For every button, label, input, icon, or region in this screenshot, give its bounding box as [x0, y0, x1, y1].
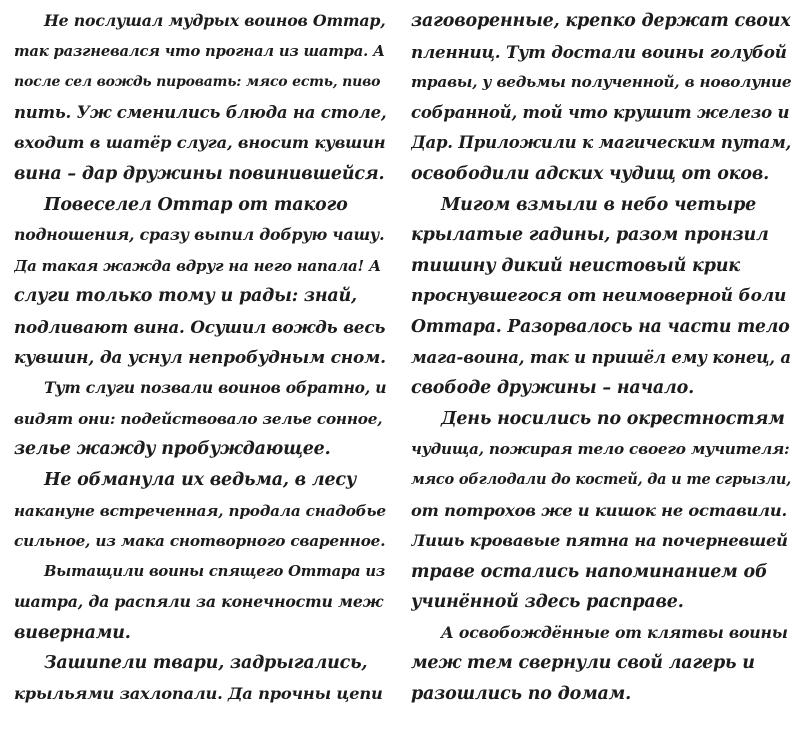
text-line: меж тем свернули свой лагерь и: [411, 653, 755, 674]
text-line: подношения, сразу выпил добрую чашу.: [14, 225, 385, 245]
text-line: шатра, да распяли за конечности меж: [14, 592, 384, 612]
text-column-right: [411, 6, 791, 710]
text-line: крылатые гадины, разом пронзил: [411, 225, 769, 246]
text-line: траве остались напоминанием об: [411, 561, 768, 582]
text-line: пленниц. Тут достали воины голубой: [411, 41, 787, 62]
text-line: разошлись по домам.: [411, 684, 631, 705]
text-line: кувшин, да уснул непробудным сном.: [14, 347, 386, 368]
text-line: Лишь кровавые пятна на почерневшей: [411, 531, 788, 551]
text-line: слуги только тому и рады: знай,: [14, 286, 357, 307]
text-line: от потрохов же и кишок не оставили.: [411, 500, 787, 520]
text-line: Вытащили воины спящего Оттара из: [44, 562, 386, 580]
text-line: Не обманула их ведьма, в лесу: [44, 469, 357, 490]
text-line: травы, у ведьмы полученной, в новолуние: [411, 73, 791, 92]
text-line: мясо обглодали до костей, да и те сгрызли,: [411, 470, 791, 488]
text-line: сильное, из мака снотворного сваренное.: [14, 532, 386, 551]
text-line: свободе дружины – начало.: [411, 378, 694, 399]
text-line: собранной, той что крушит железо и: [411, 102, 790, 122]
text-line: подливают вина. Осушил вождь весь: [14, 316, 386, 337]
text-line: видят они: подействовало зелье сонное,: [14, 409, 383, 428]
text-line: после сел вождь пировать: мясо есть, пиво: [14, 74, 381, 91]
text-line: Не послушал мудрых воинов Оттар,: [44, 11, 386, 30]
text-line: вина – дар дружины повинившейся.: [14, 163, 385, 184]
text-line: пить. Уж сменились блюда на столе,: [14, 102, 386, 122]
text-line: Повеселел Оттар от такого: [44, 194, 348, 215]
text-line: А освобождённые от клятвы воины: [441, 622, 788, 642]
text-line: зелье жажду пробуждающее.: [14, 439, 331, 460]
text-line: День носились по окрестностям: [441, 408, 785, 429]
text-line: учинённой здесь расправе.: [411, 592, 684, 613]
text-line: заговоренные, крепко держат своих: [411, 11, 791, 31]
text-line: Мигом взмыли в небо четыре: [441, 194, 757, 215]
text-line: мага-воина, так и пришёл ему конец, а: [411, 347, 791, 367]
text-line: Тут слуги позвали воинов обратно, и: [44, 378, 386, 398]
text-line: проснувшегося от неимоверной боли: [411, 286, 787, 307]
text-line: Оттара. Разорвалось на части тело: [411, 316, 790, 337]
text-line: Да такая жажда вдруг на него напала! А: [14, 256, 381, 275]
text-line: тишину дикий неистовый крик: [411, 255, 740, 276]
text-line: Зашипели твари, задрыгались,: [44, 653, 368, 674]
text-line: освободили адских чудищ от оков.: [411, 163, 770, 184]
text-line: крыльями захлопали. Да прочны цепи: [14, 684, 383, 704]
text-line: входит в шатёр слуга, вносит кувшин: [14, 133, 386, 153]
text-line: вивернами.: [14, 622, 131, 643]
text-line: накануне встреченная, продала снадобье: [14, 501, 386, 520]
text-column-left: [14, 6, 386, 710]
text-line: так разгневался что прогнал из шатра. А: [14, 42, 385, 60]
text-line: Дар. Приложили к магическим путам,: [411, 133, 791, 153]
text-line: чудища, пожирая тело своего мучителя:: [411, 440, 790, 459]
